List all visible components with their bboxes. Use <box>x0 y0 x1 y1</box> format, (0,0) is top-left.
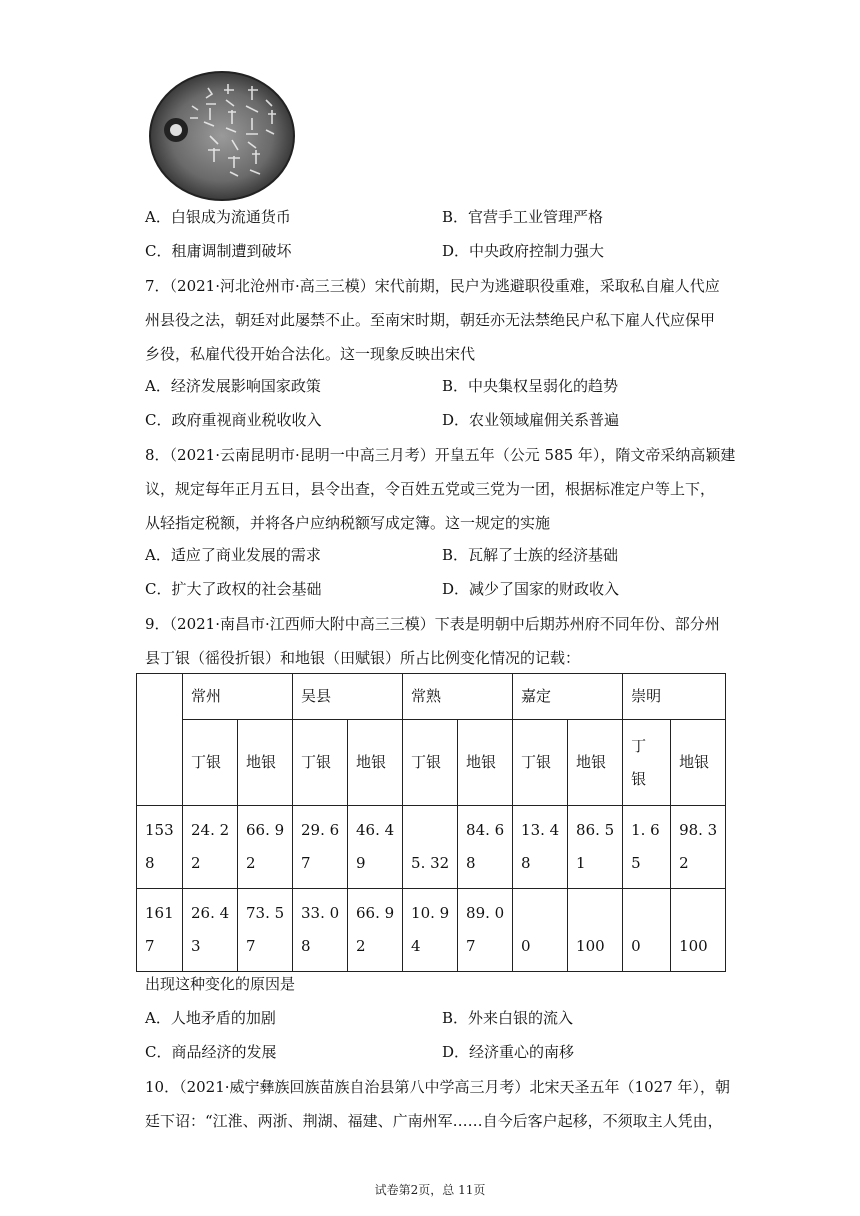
subheader-cell <box>671 720 726 806</box>
table-row <box>137 806 726 889</box>
cell-text-line: 73. 5 <box>246 904 285 922</box>
subheader-cell <box>568 720 623 806</box>
cell-text-line: 24. 2 <box>191 821 230 839</box>
cell-text-line: 26. 4 <box>191 904 230 922</box>
table-header-row <box>137 674 726 720</box>
region-header: 嘉定 <box>513 674 623 720</box>
cell-text-line: 7 <box>301 854 311 872</box>
cell-text-line: 84. 6 <box>466 821 505 839</box>
cell-text-line: 地银 <box>679 753 710 771</box>
value-cell <box>623 806 671 889</box>
q9-line-1: 9．（2021·南昌市·江西师大附中高三三模）下表是明朝中后期苏州府不同年份、部分州 <box>145 615 720 633</box>
cell-text-line: 13. 4 <box>521 821 560 839</box>
q10-stem <box>145 1070 730 1138</box>
cell-text-line <box>631 897 670 930</box>
cell-text-line: 100 <box>679 937 708 955</box>
q9-after-table <box>145 972 745 996</box>
subheader-cell <box>623 720 671 806</box>
q9-option-b[interactable]: B．外来白银的流入 <box>442 1009 574 1027</box>
cell-text-line <box>679 897 725 930</box>
value-cell <box>458 889 513 972</box>
cell-text-line: 2 <box>246 854 256 872</box>
cell-text-line: 8 <box>145 854 155 872</box>
cell-text-line: 4 <box>411 937 421 955</box>
subheader-cell <box>513 720 568 806</box>
cell-text-line: 1 <box>576 854 586 872</box>
value-cell <box>238 889 293 972</box>
year-cell <box>137 806 183 889</box>
cell-text-line: 7 <box>145 937 155 955</box>
q6-options-row-1 <box>145 205 745 229</box>
cell-text-line: 100 <box>576 937 605 955</box>
value-cell <box>238 806 293 889</box>
q9-data-table <box>136 673 726 972</box>
cell-text-line: 7 <box>466 937 476 955</box>
q9-options-row-2 <box>145 1040 745 1064</box>
q7-options-row-2 <box>145 408 745 432</box>
q8-option-c[interactable]: C．扩大了政权的社会基础 <box>145 580 322 598</box>
q7-option-d[interactable]: D．农业领域雇佣关系普遍 <box>442 411 620 429</box>
region-header: 常熟 <box>403 674 513 720</box>
subheader-cell <box>183 720 238 806</box>
value-cell <box>513 889 568 972</box>
q9-line-2: 县丁银（徭役折银）和地银（田赋银）所占比例变化情况的记载： <box>145 649 581 667</box>
cell-text-line: 1. 6 <box>631 821 660 839</box>
cell-text-line: 89. 0 <box>466 904 505 922</box>
q7-option-c[interactable]: C．政府重视商业税收收入 <box>145 411 322 429</box>
region-header: 吴县 <box>293 674 403 720</box>
q7-option-a[interactable]: A．经济发展影响国家政策 <box>145 377 321 395</box>
value-cell <box>513 806 568 889</box>
cell-text-line <box>411 814 457 847</box>
cell-text-line: 66. 9 <box>356 904 395 922</box>
cell-text-line: 8 <box>466 854 476 872</box>
subheader-cell <box>348 720 403 806</box>
cell-text-line: 98. 3 <box>679 821 718 839</box>
cell-text-line: 0 <box>631 937 641 955</box>
value-cell <box>293 806 348 889</box>
cell-text-line: 地银 <box>466 753 497 771</box>
value-cell <box>348 806 403 889</box>
q10-line-1: 10．（2021·威宁彝族回族苗族自治县第八中学高三月考）北宋天圣五年（1027 年），朝 <box>145 1078 730 1096</box>
q6-option-b[interactable]: B．官营手工业管理严格 <box>442 208 604 226</box>
year-cell <box>137 889 183 972</box>
q7-option-b[interactable]: B．中央集权呈弱化的趋势 <box>442 377 619 395</box>
cell-text-line: 丁银 <box>411 753 442 771</box>
cell-text-line: 丁银 <box>301 753 332 771</box>
q9-options-row-1 <box>145 1006 745 1030</box>
cell-text-line: 153 <box>145 821 174 839</box>
q9-question-prompt: 出现这种变化的原因是 <box>145 975 296 993</box>
subheader-cell <box>293 720 348 806</box>
cell-text-line: 86. 5 <box>576 821 615 839</box>
page-footer: 试卷第2页，总 11页 <box>374 1183 486 1197</box>
q8-options-row-1 <box>145 543 745 567</box>
cell-text-line: 2 <box>356 937 366 955</box>
table-subheader-row <box>137 720 726 806</box>
region-header: 崇明 <box>623 674 726 720</box>
table-corner-cell <box>137 674 183 806</box>
q6-option-d[interactable]: D．中央政府控制力强大 <box>442 242 605 260</box>
cell-text-line: 0 <box>521 937 531 955</box>
cell-text-line: 地银 <box>576 753 607 771</box>
q10-line-2: 廷下诏：“江淮、两浙、荆湖、福建、广南州军……自今后客户起移，不须取主人凭由， <box>145 1112 723 1130</box>
cell-text-line: 5. 32 <box>411 854 450 872</box>
cell-text-line: 地银 <box>356 753 387 771</box>
subheader-cell <box>403 720 458 806</box>
cell-text-line: 5 <box>631 854 641 872</box>
q9-option-a[interactable]: A．人地矛盾的加剧 <box>145 1009 276 1027</box>
cell-text-line: 9 <box>356 854 366 872</box>
value-cell <box>183 889 238 972</box>
cell-text-line: 46. 4 <box>356 821 395 839</box>
cell-text-line: 3 <box>191 937 201 955</box>
cell-text-line: 29. 6 <box>301 821 340 839</box>
silver-ingot-rubbing-image <box>148 70 296 202</box>
region-header: 常州 <box>183 674 293 720</box>
q9-option-d[interactable]: D．经济重心的南移 <box>442 1043 575 1061</box>
subheader-cell <box>238 720 293 806</box>
q7-line-3: 乡役，私雇代役开始合法化。这一现象反映出宋代 <box>145 345 476 363</box>
q7-stem <box>145 269 725 371</box>
q8-option-b[interactable]: B．瓦解了士族的经济基础 <box>442 546 619 564</box>
value-cell <box>623 889 671 972</box>
cell-text-line <box>576 897 622 930</box>
subheader-cell <box>458 720 513 806</box>
value-cell <box>403 889 458 972</box>
q6-option-c[interactable]: C．租庸调制遭到破坏 <box>145 242 292 260</box>
q8-stem <box>145 438 736 540</box>
q8-line-1: 8．（2021·云南昆明市·昆明一中高三月考）开皇五年（公元 585 年），隋文帝采纳高颖建 <box>145 446 736 464</box>
q8-line-3: 从轻指定税额，并将各户应纳税额写成定簿。这一规定的实施 <box>145 514 551 532</box>
q6-options-row-2 <box>145 239 745 263</box>
q7-options-row-1 <box>145 374 745 398</box>
q8-option-d[interactable]: D．减少了国家的财政收入 <box>442 580 620 598</box>
cell-text-line: 8 <box>301 937 311 955</box>
value-cell <box>568 889 623 972</box>
cell-text-line <box>521 897 567 930</box>
value-cell <box>183 806 238 889</box>
q7-line-1: 7．（2021·河北沧州市·高三三模）宋代前期，民户为逃避职役重难，采取私自雇人代应 <box>145 277 720 295</box>
value-cell <box>293 889 348 972</box>
q8-option-a[interactable]: A．适应了商业发展的需求 <box>145 546 321 564</box>
q7-line-2: 州县役之法，朝廷对此屡禁不止。至南宋时期，朝廷亦无法禁绝民户私下雇人代应保甲 <box>145 311 716 329</box>
cell-text-line: 2 <box>191 854 201 872</box>
cell-text-line: 33. 0 <box>301 904 340 922</box>
q8-options-row-2 <box>145 577 745 601</box>
cell-text-line: 丁 <box>631 736 647 755</box>
cell-text-line: 丁银 <box>521 753 552 771</box>
cell-text-line: 10. 9 <box>411 904 450 922</box>
q9-option-c[interactable]: C．商品经济的发展 <box>145 1043 277 1061</box>
cell-text-line: 161 <box>145 904 174 922</box>
table-row <box>137 889 726 972</box>
cell-text-line: 2 <box>679 854 689 872</box>
q8-line-2: 议，规定每年正月五日，县令出查，令百姓五党或三党为一团，根据标准定户等上下， <box>145 480 716 498</box>
cell-text-line: 丁银 <box>191 753 222 771</box>
value-cell <box>671 806 726 889</box>
value-cell <box>403 806 458 889</box>
cell-text-line: 8 <box>521 854 531 872</box>
cell-text-line: 银 <box>631 769 647 788</box>
value-cell <box>348 889 403 972</box>
q6-option-a[interactable]: A．白银成为流通货币 <box>145 208 291 226</box>
value-cell <box>671 889 726 972</box>
q9-stem <box>145 607 725 675</box>
value-cell <box>568 806 623 889</box>
cell-text-line: 7 <box>246 937 256 955</box>
value-cell <box>458 806 513 889</box>
cell-text-line: 66. 9 <box>246 821 285 839</box>
cell-text-line: 地银 <box>246 753 277 771</box>
